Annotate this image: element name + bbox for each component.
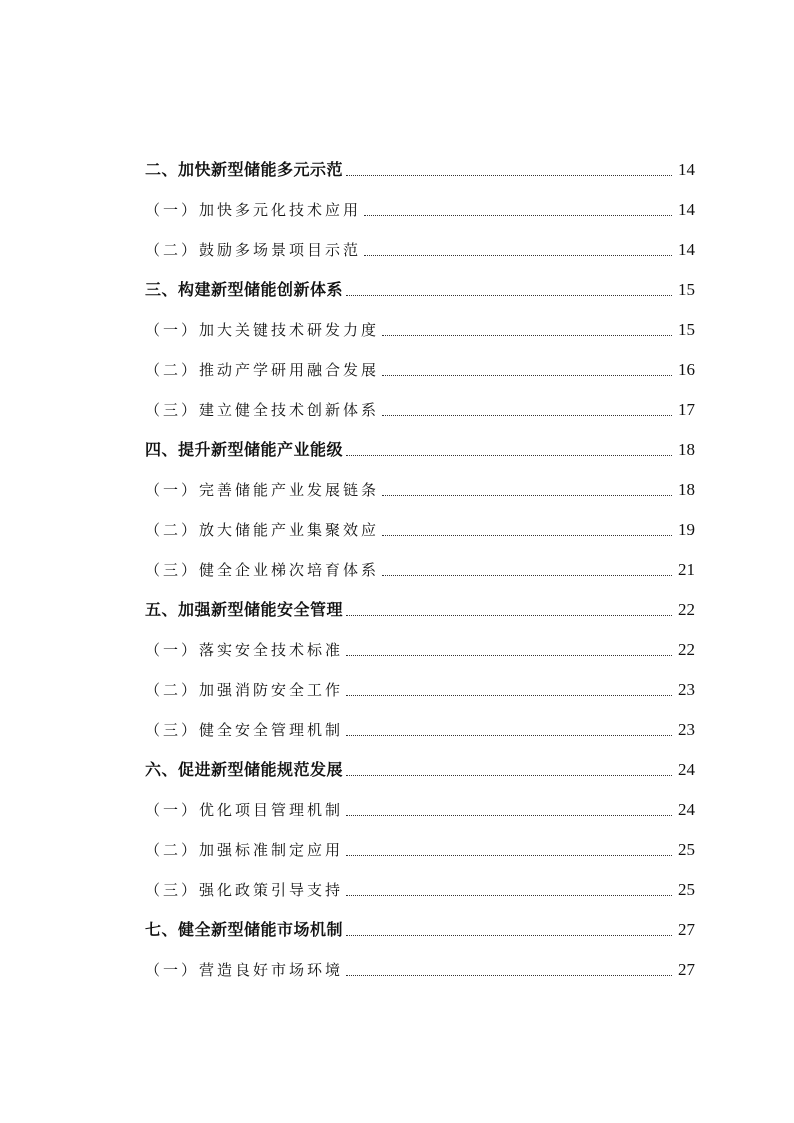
toc-subsection-entry[interactable] — [145, 706, 695, 746]
toc-subsection-entry[interactable] — [145, 506, 695, 546]
toc-page-number: 24 — [678, 760, 695, 779]
dot-leader — [346, 815, 672, 816]
toc-subsection-entry[interactable] — [145, 546, 695, 586]
toc-subsection-entry[interactable] — [145, 826, 695, 866]
toc-page-number: 27 — [678, 960, 695, 979]
toc-subsection-entry[interactable] — [145, 626, 695, 666]
toc-entry-title: 二、加快新型储能多元示范 — [145, 160, 344, 179]
dot-leader — [346, 615, 672, 616]
toc-page-number: 16 — [678, 360, 695, 379]
dot-leader — [382, 575, 672, 576]
table-of-contents — [145, 146, 695, 986]
toc-entry-title: （一）落实安全技术标准 — [145, 641, 344, 659]
toc-entry-title: 六、促进新型储能规范发展 — [145, 760, 344, 779]
toc-subsection-entry[interactable] — [145, 226, 695, 266]
toc-page-number: 14 — [678, 200, 695, 219]
toc-entry-title: （三）健全企业梯次培育体系 — [145, 561, 380, 579]
toc-section-entry[interactable] — [145, 586, 695, 626]
toc-subsection-entry[interactable] — [145, 666, 695, 706]
dot-leader — [346, 175, 672, 176]
toc-entry-title: （二）放大储能产业集聚效应 — [145, 521, 380, 539]
toc-page-number: 25 — [678, 840, 695, 859]
toc-page-number: 19 — [678, 520, 695, 539]
toc-subsection-entry[interactable] — [145, 346, 695, 386]
toc-section-entry[interactable] — [145, 426, 695, 466]
toc-page-number: 22 — [678, 600, 695, 619]
dot-leader — [382, 415, 672, 416]
toc-subsection-entry[interactable] — [145, 186, 695, 226]
toc-entry-title: （二）加强消防安全工作 — [145, 681, 344, 699]
toc-page-number: 22 — [678, 640, 695, 659]
toc-entry-title: 三、构建新型储能创新体系 — [145, 280, 344, 299]
dot-leader — [364, 255, 672, 256]
dot-leader — [364, 215, 672, 216]
toc-entry-title: （二）鼓励多场景项目示范 — [145, 241, 362, 259]
toc-entry-title: （一）优化项目管理机制 — [145, 801, 344, 819]
dot-leader — [346, 295, 672, 296]
toc-section-entry[interactable] — [145, 266, 695, 306]
toc-page-number: 18 — [678, 440, 695, 459]
toc-subsection-entry[interactable] — [145, 386, 695, 426]
toc-page-number: 15 — [678, 280, 695, 299]
toc-page-number: 14 — [678, 160, 695, 179]
toc-page-number: 23 — [678, 720, 695, 739]
toc-entry-title: （一）营造良好市场环境 — [145, 961, 344, 979]
toc-entry-title: 四、提升新型储能产业能级 — [145, 440, 344, 459]
dot-leader — [346, 775, 672, 776]
toc-page-number: 23 — [678, 680, 695, 699]
dot-leader — [382, 335, 672, 336]
dot-leader — [346, 735, 672, 736]
dot-leader — [346, 695, 672, 696]
toc-section-entry[interactable] — [145, 906, 695, 946]
toc-subsection-entry[interactable] — [145, 306, 695, 346]
dot-leader — [346, 855, 672, 856]
toc-subsection-entry[interactable] — [145, 466, 695, 506]
toc-page-number: 18 — [678, 480, 695, 499]
toc-page-number: 27 — [678, 920, 695, 939]
toc-entry-title: （三）健全安全管理机制 — [145, 721, 344, 739]
toc-entry-title: 五、加强新型储能安全管理 — [145, 600, 344, 619]
toc-entry-title: （三）强化政策引导支持 — [145, 881, 344, 899]
dot-leader — [346, 975, 672, 976]
toc-entry-title: （三）建立健全技术创新体系 — [145, 401, 380, 419]
toc-entry-title: （二）加强标准制定应用 — [145, 841, 344, 859]
toc-subsection-entry[interactable] — [145, 786, 695, 826]
toc-entry-title: （二）推动产学研用融合发展 — [145, 361, 380, 379]
toc-entry-title: （一）加快多元化技术应用 — [145, 201, 362, 219]
dot-leader — [346, 655, 672, 656]
toc-page-number: 15 — [678, 320, 695, 339]
toc-subsection-entry[interactable] — [145, 946, 695, 986]
toc-entry-title: （一）完善储能产业发展链条 — [145, 481, 380, 499]
dot-leader — [346, 895, 672, 896]
toc-entry-title: 七、健全新型储能市场机制 — [145, 920, 344, 939]
toc-page-number: 25 — [678, 880, 695, 899]
dot-leader — [346, 935, 672, 936]
toc-subsection-entry[interactable] — [145, 866, 695, 906]
toc-page-number: 17 — [678, 400, 695, 419]
toc-section-entry[interactable] — [145, 146, 695, 186]
toc-section-entry[interactable] — [145, 746, 695, 786]
toc-page-number: 24 — [678, 800, 695, 819]
dot-leader — [382, 495, 672, 496]
toc-page-number: 14 — [678, 240, 695, 259]
dot-leader — [382, 535, 672, 536]
dot-leader — [346, 455, 672, 456]
toc-page-number: 21 — [678, 560, 695, 579]
dot-leader — [382, 375, 672, 376]
toc-entry-title: （一）加大关键技术研发力度 — [145, 321, 380, 339]
